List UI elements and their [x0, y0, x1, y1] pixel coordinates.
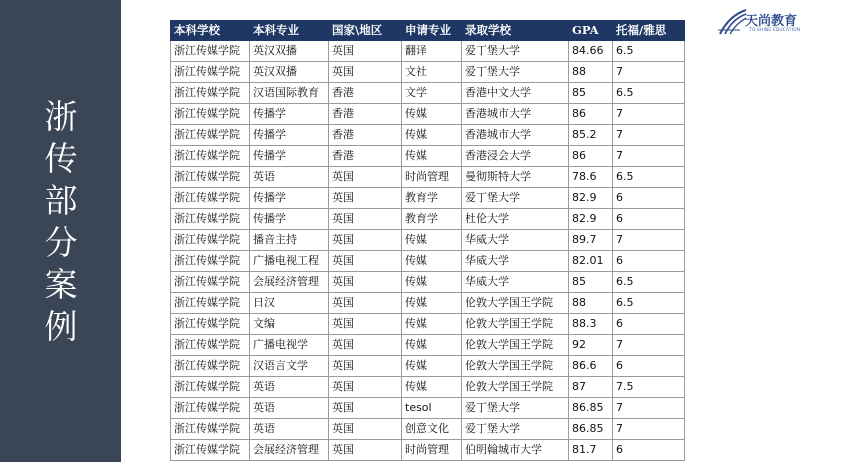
logo-mark-icon	[718, 8, 748, 36]
table-cell: 传媒	[402, 104, 462, 125]
table-row	[171, 209, 685, 230]
table-row	[171, 419, 685, 440]
table-cell: 爱丁堡大学	[462, 62, 569, 83]
table-cell: 爱丁堡大学	[462, 41, 569, 62]
table-row	[171, 314, 685, 335]
table-cell: 6	[613, 440, 685, 461]
table-row	[171, 146, 685, 167]
table-cell: 84.66	[569, 41, 613, 62]
table-cell: 7.5	[613, 377, 685, 398]
logo-name: 天尚教育	[745, 14, 798, 29]
table-cell: 时尚管理	[402, 167, 462, 188]
table-cell: 香港城市大学	[462, 125, 569, 146]
table-cell: 香港	[329, 104, 402, 125]
table-cell: 会展经济管理	[250, 272, 329, 293]
table-cell: 广播电视工程	[250, 251, 329, 272]
table-cell: 伦敦大学国王学院	[462, 356, 569, 377]
table-cell: 浙江传媒学院	[171, 272, 250, 293]
table-cell: 81.7	[569, 440, 613, 461]
table-cell: 传媒	[402, 314, 462, 335]
brand-logo	[718, 8, 830, 38]
table-cell: 浙江传媒学院	[171, 419, 250, 440]
table-cell: 时尚管理	[402, 440, 462, 461]
table-cell: 汉语国际教育	[250, 83, 329, 104]
table-cell: 传播学	[250, 125, 329, 146]
table-cell: 浙江传媒学院	[171, 104, 250, 125]
table-cell: 7	[613, 104, 685, 125]
column-header: 本科学校	[171, 21, 250, 41]
table-cell: 浙江传媒学院	[171, 167, 250, 188]
table-cell: 6.5	[613, 293, 685, 314]
table-cell: 伦敦大学国王学院	[462, 314, 569, 335]
table-cell: 英国	[329, 167, 402, 188]
table-cell: 英汉双播	[250, 41, 329, 62]
table-row	[171, 377, 685, 398]
table-cell: 传媒	[402, 377, 462, 398]
table-cell: 88.3	[569, 314, 613, 335]
table-cell: 传媒	[402, 272, 462, 293]
table-row	[171, 440, 685, 461]
table-cell: 浙江传媒学院	[171, 83, 250, 104]
table-cell: 82.9	[569, 209, 613, 230]
table-cell: 英国	[329, 419, 402, 440]
table-cell: 86	[569, 146, 613, 167]
table-cell: 浙江传媒学院	[171, 356, 250, 377]
table-cell: 传播学	[250, 209, 329, 230]
table-cell: 6.5	[613, 272, 685, 293]
table-cell: 香港	[329, 146, 402, 167]
table-cell: 浙江传媒学院	[171, 146, 250, 167]
table-cell: 英语	[250, 167, 329, 188]
table-cell: 传媒	[402, 251, 462, 272]
table-cell: 华威大学	[462, 272, 569, 293]
table-cell: 82.01	[569, 251, 613, 272]
table-cell: 伦敦大学国王学院	[462, 335, 569, 356]
table-cell: 7	[613, 419, 685, 440]
table-cell: 浙江传媒学院	[171, 398, 250, 419]
column-header: 托福/雅思	[613, 21, 685, 41]
table-cell: 杜伦大学	[462, 209, 569, 230]
table-cell: 浙江传媒学院	[171, 125, 250, 146]
table-cell: 文学	[402, 83, 462, 104]
column-header: 本科专业	[250, 21, 329, 41]
table-cell: 传媒	[402, 293, 462, 314]
table-cell: 香港	[329, 125, 402, 146]
table-cell: 85	[569, 272, 613, 293]
table-cell: 英国	[329, 314, 402, 335]
table-cell: 播音主持	[250, 230, 329, 251]
table-row	[171, 398, 685, 419]
table-cell: 香港	[329, 83, 402, 104]
table-row	[171, 335, 685, 356]
table-cell: 6.5	[613, 167, 685, 188]
table-cell: 伯明翰城市大学	[462, 440, 569, 461]
table-cell: 浙江传媒学院	[171, 335, 250, 356]
table-cell: 香港城市大学	[462, 104, 569, 125]
title-char: 传	[44, 139, 78, 178]
table-cell: 爱丁堡大学	[462, 398, 569, 419]
table-cell: 教育学	[402, 188, 462, 209]
table-cell: 传播学	[250, 188, 329, 209]
table-cell: 汉语言文学	[250, 356, 329, 377]
column-header: 录取学校	[462, 21, 569, 41]
table-cell: 文社	[402, 62, 462, 83]
table-row	[171, 125, 685, 146]
logo-tagline: TO SHINE EDUCATION	[749, 28, 801, 33]
table-cell: 传媒	[402, 146, 462, 167]
table-cell: 英国	[329, 440, 402, 461]
column-header: 国家\地区	[329, 21, 402, 41]
table-cell: 文编	[250, 314, 329, 335]
table-cell: 爱丁堡大学	[462, 188, 569, 209]
table-cell: 教育学	[402, 209, 462, 230]
table-cell: 传媒	[402, 356, 462, 377]
table-cell: 香港中文大学	[462, 83, 569, 104]
table-cell: 英汉双播	[250, 62, 329, 83]
table-row	[171, 83, 685, 104]
table-cell: 浙江传媒学院	[171, 209, 250, 230]
table-cell: 88	[569, 62, 613, 83]
table-cell: 英国	[329, 230, 402, 251]
table-cell: 78.6	[569, 167, 613, 188]
table-cell: 86	[569, 104, 613, 125]
table-cell: 英国	[329, 251, 402, 272]
table-cell: 英国	[329, 335, 402, 356]
table-cell: 7	[613, 398, 685, 419]
table-cell: 89.7	[569, 230, 613, 251]
table-header-row	[171, 21, 685, 41]
table-cell: 86.6	[569, 356, 613, 377]
table-cell: 曼彻斯特大学	[462, 167, 569, 188]
column-header: 申请专业	[402, 21, 462, 41]
title-char: 部	[44, 181, 78, 220]
table-cell: 6	[613, 251, 685, 272]
table-cell: 传媒	[402, 335, 462, 356]
table-row	[171, 62, 685, 83]
table-cell: tesol	[402, 398, 462, 419]
table-cell: 广播电视学	[250, 335, 329, 356]
table-cell: 87	[569, 377, 613, 398]
table-cell: 6	[613, 356, 685, 377]
table-cell: 85.2	[569, 125, 613, 146]
table-cell: 6	[613, 209, 685, 230]
table-cell: 香港浸会大学	[462, 146, 569, 167]
table-cell: 英国	[329, 398, 402, 419]
table-cell: 英国	[329, 293, 402, 314]
table-cell: 英国	[329, 209, 402, 230]
table-cell: 6.5	[613, 41, 685, 62]
vertical-title	[40, 96, 82, 348]
table-cell: 浙江传媒学院	[171, 188, 250, 209]
table-cell: 7	[613, 125, 685, 146]
title-char: 案	[44, 265, 78, 304]
table-cell: 华威大学	[462, 251, 569, 272]
table-cell: 华威大学	[462, 230, 569, 251]
table-row	[171, 104, 685, 125]
title-char: 分	[44, 223, 78, 262]
table-cell: 传播学	[250, 146, 329, 167]
table-cell: 英国	[329, 188, 402, 209]
table-cell: 会展经济管理	[250, 440, 329, 461]
table-cell: 浙江传媒学院	[171, 41, 250, 62]
table-cell: 浙江传媒学院	[171, 440, 250, 461]
table-cell: 浙江传媒学院	[171, 377, 250, 398]
title-char: 浙	[44, 97, 78, 136]
table-cell: 传播学	[250, 104, 329, 125]
table-cell: 英国	[329, 41, 402, 62]
table-cell: 爱丁堡大学	[462, 419, 569, 440]
table-cell: 英国	[329, 356, 402, 377]
table-cell: 6	[613, 314, 685, 335]
table-cell: 伦敦大学国王学院	[462, 293, 569, 314]
table-cell: 翻译	[402, 41, 462, 62]
table-cell: 英国	[329, 272, 402, 293]
table-cell: 英语	[250, 377, 329, 398]
table-cell: 7	[613, 335, 685, 356]
table-cell: 英国	[329, 62, 402, 83]
table-cell: 传媒	[402, 230, 462, 251]
table-row	[171, 167, 685, 188]
table-cell: 浙江传媒学院	[171, 251, 250, 272]
table-cell: 82.9	[569, 188, 613, 209]
table-cell: 英语	[250, 419, 329, 440]
title-char: 例	[44, 307, 78, 346]
table-cell: 7	[613, 230, 685, 251]
table-cell: 日汉	[250, 293, 329, 314]
table-cell: 英国	[329, 377, 402, 398]
column-header: GPA	[569, 21, 613, 41]
table-cell: 7	[613, 62, 685, 83]
table-cell: 浙江传媒学院	[171, 314, 250, 335]
table-cell: 88	[569, 293, 613, 314]
table-cell: 创意文化	[402, 419, 462, 440]
table-cell: 6	[613, 188, 685, 209]
table-body	[171, 41, 685, 461]
table-cell: 英语	[250, 398, 329, 419]
table-row	[171, 41, 685, 62]
table-cell: 86.85	[569, 419, 613, 440]
table-row	[171, 356, 685, 377]
table-cell: 6.5	[613, 83, 685, 104]
table-row	[171, 188, 685, 209]
table-row	[171, 251, 685, 272]
table-cell: 92	[569, 335, 613, 356]
table-cell: 伦敦大学国王学院	[462, 377, 569, 398]
table-cell: 85	[569, 83, 613, 104]
table-cell: 浙江传媒学院	[171, 62, 250, 83]
table-row	[171, 230, 685, 251]
admission-table	[170, 20, 685, 461]
table-cell: 传媒	[402, 125, 462, 146]
table-cell: 浙江传媒学院	[171, 293, 250, 314]
table-cell: 浙江传媒学院	[171, 230, 250, 251]
table-cell: 7	[613, 146, 685, 167]
table-cell: 86.85	[569, 398, 613, 419]
table-row	[171, 272, 685, 293]
table-row	[171, 293, 685, 314]
